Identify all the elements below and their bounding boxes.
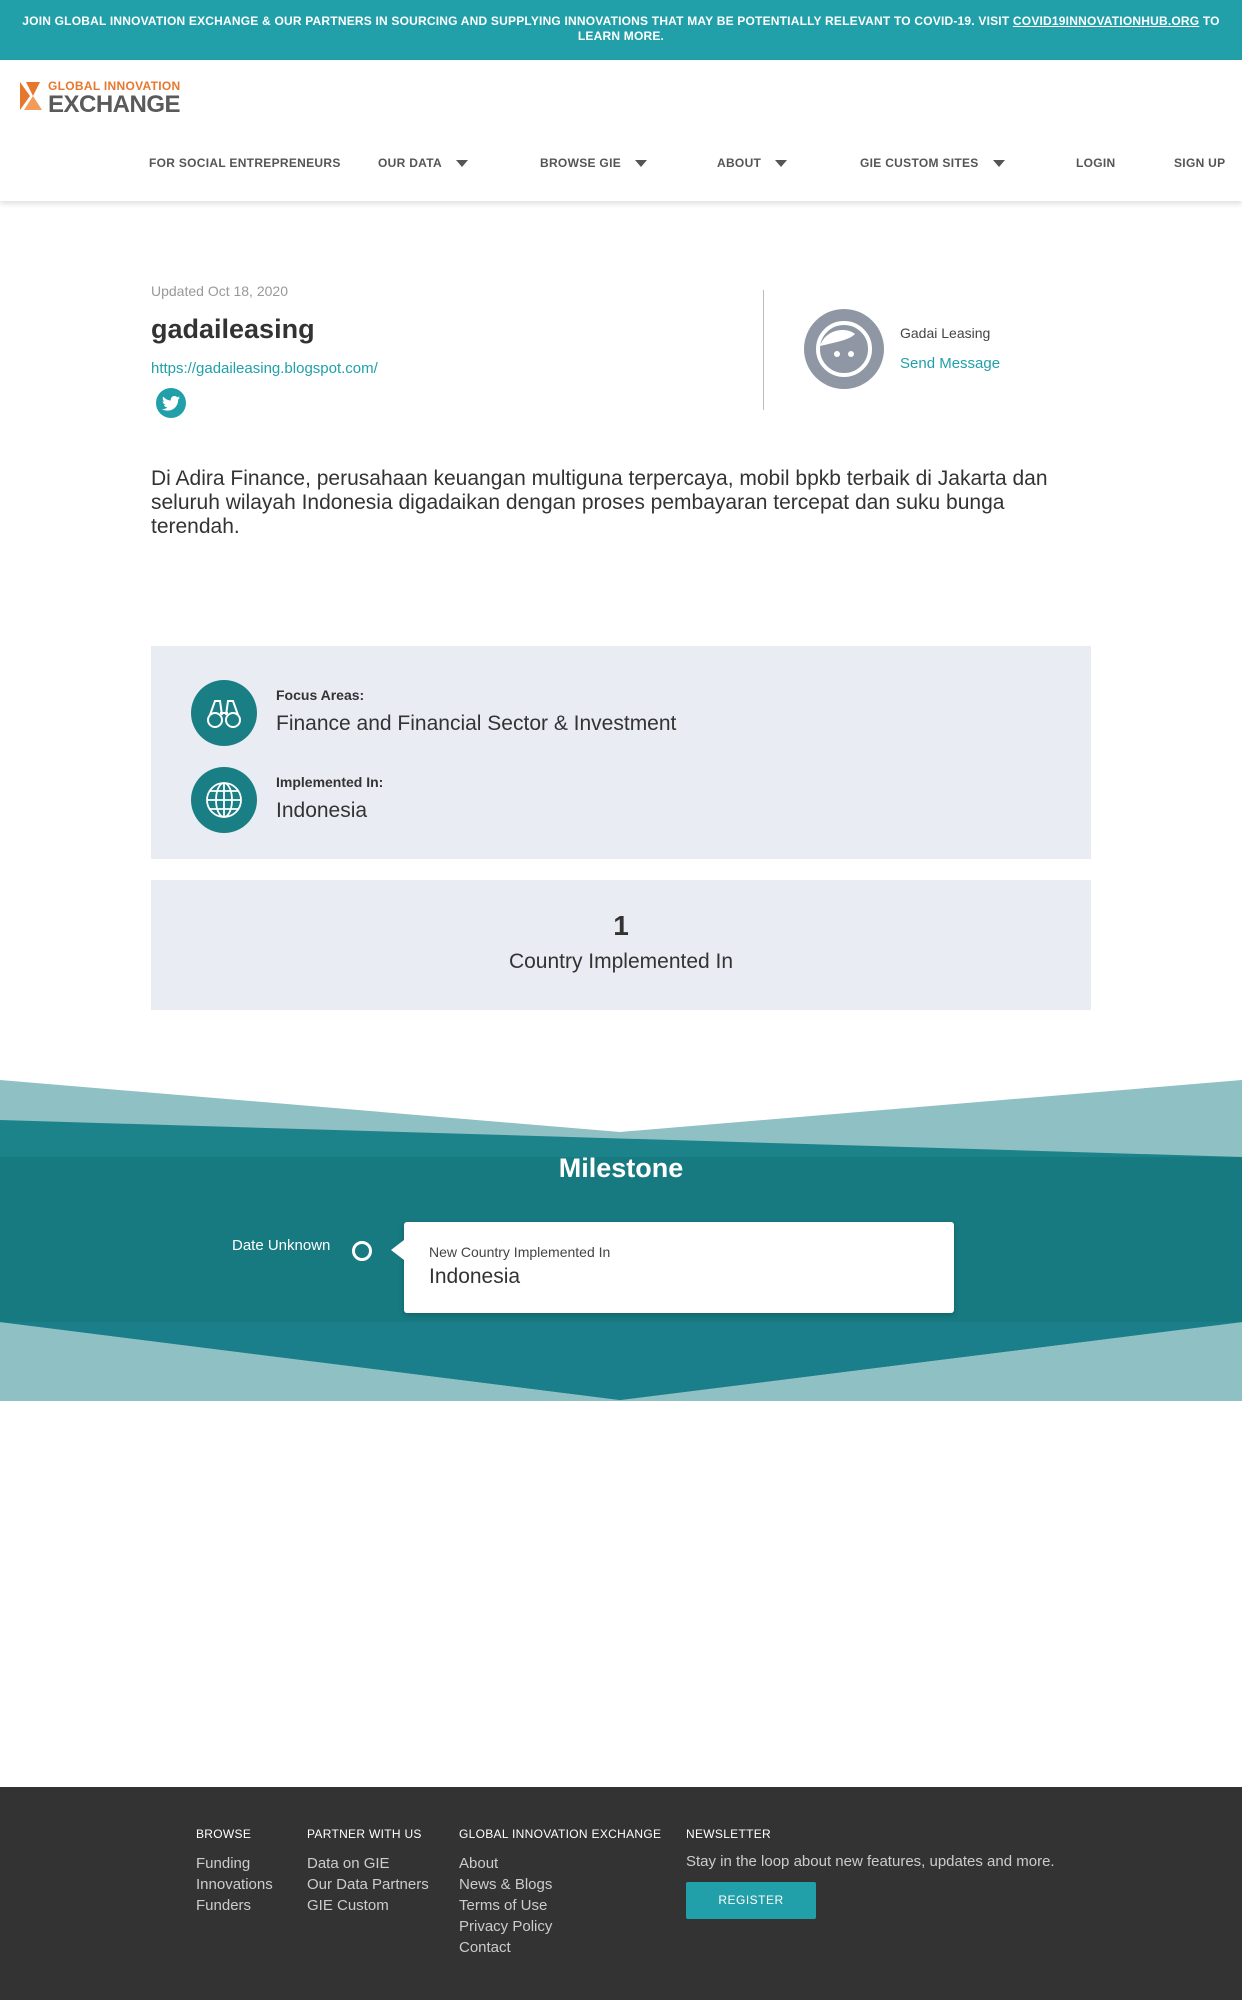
focus-areas-value: Finance and Financial Sector & Investment bbox=[276, 712, 677, 735]
gie-logo[interactable] bbox=[20, 78, 190, 118]
caret-down-icon bbox=[993, 160, 1005, 167]
footer-link-funding[interactable]: Funding bbox=[196, 1855, 251, 1872]
footer-link-data-partners[interactable]: Our Data Partners bbox=[307, 1876, 429, 1893]
footer-gie bbox=[459, 1827, 661, 1958]
implemented-in-value: Indonesia bbox=[276, 799, 368, 822]
footer-link-privacy[interactable]: Privacy Policy bbox=[459, 1918, 553, 1935]
caret-down-icon bbox=[635, 160, 647, 167]
send-message-link[interactable]: Send Message bbox=[900, 355, 1001, 372]
footer-newsletter bbox=[686, 1827, 1055, 1919]
footer-link-about[interactable]: About bbox=[459, 1855, 499, 1872]
logo-line2: EXCHANGE bbox=[48, 91, 181, 118]
footer-link-data-on-gie[interactable]: Data on GIE bbox=[307, 1855, 390, 1872]
main-nav bbox=[0, 156, 1242, 180]
binoculars-icon bbox=[204, 693, 244, 733]
footer-link-gie-custom[interactable]: GIE Custom bbox=[307, 1897, 389, 1914]
footer-link-contact[interactable]: Contact bbox=[459, 1939, 511, 1956]
milestone-card-label: New Country Implemented In bbox=[429, 1244, 611, 1260]
newsletter-text: Stay in the loop about new features, updates and more. bbox=[686, 1853, 1055, 1870]
footer-link-innovations[interactable]: Innovations bbox=[196, 1876, 273, 1893]
milestone-card bbox=[404, 1222, 954, 1313]
organization-name: Gadai Leasing bbox=[900, 325, 991, 341]
avatar bbox=[804, 309, 884, 389]
country-count: 1 bbox=[613, 910, 629, 941]
timeline-dot bbox=[352, 1241, 372, 1261]
footer-link-terms[interactable]: Terms of Use bbox=[459, 1897, 548, 1914]
site-footer bbox=[0, 1787, 1242, 2000]
country-count-panel bbox=[151, 880, 1091, 1010]
profile-divider bbox=[763, 290, 764, 410]
nav-our-data[interactable] bbox=[378, 156, 468, 170]
footer-heading: GLOBAL INNOVATION EXCHANGE bbox=[459, 1827, 662, 1841]
implemented-in-label: Implemented In: bbox=[276, 774, 384, 790]
updated-date: Updated Oct 18, 2020 bbox=[151, 283, 288, 299]
banner-link[interactable]: COVID19INNOVATIONHUB.ORG bbox=[1012, 14, 1200, 28]
twitter-icon bbox=[162, 396, 180, 411]
twitter-button[interactable] bbox=[156, 388, 186, 418]
footer-link-funders[interactable]: Funders bbox=[196, 1897, 252, 1914]
nav-browse-gie[interactable] bbox=[540, 156, 647, 170]
footer-partner bbox=[307, 1827, 429, 1916]
nav-label: ABOUT bbox=[717, 156, 762, 170]
nav-about[interactable] bbox=[717, 156, 787, 170]
footer-heading: BROWSE bbox=[196, 1827, 252, 1841]
site-header bbox=[0, 60, 1242, 201]
footer-heading: NEWSLETTER bbox=[686, 1827, 772, 1841]
focus-icon-circle bbox=[191, 680, 257, 746]
nav-gie-custom-sites[interactable] bbox=[860, 156, 1005, 170]
milestone-title: Milestone bbox=[558, 1153, 684, 1183]
footer-browse bbox=[196, 1827, 273, 1916]
nav-label: BROWSE GIE bbox=[540, 156, 622, 170]
globe-icon bbox=[204, 780, 244, 820]
footer-heading: PARTNER WITH US bbox=[307, 1827, 422, 1841]
nav-label: FOR SOCIAL ENTREPRENEURS bbox=[149, 156, 341, 170]
description: Di Adira Finance, perusahaan keuangan multiguna terpercaya, mobil bpkb terbaik di Jakarta dan seluruh wilayah Indonesia digadaikan dengan proses pembayaran tercepat dan suku bunga terendah. bbox=[151, 467, 1048, 538]
covid-banner bbox=[0, 0, 1242, 60]
banner-text-end: TO LEARN MORE. bbox=[577, 14, 1220, 43]
user-face-icon bbox=[815, 320, 873, 378]
milestone-date: Date Unknown bbox=[232, 1237, 331, 1254]
page-title: gadaileasing bbox=[151, 314, 315, 344]
nav-label: OUR DATA bbox=[378, 156, 442, 170]
milestone-card-value: Indonesia bbox=[429, 1265, 521, 1288]
nav-label: GIE CUSTOM SITES bbox=[860, 156, 979, 170]
footer-link-news-blogs[interactable]: News & Blogs bbox=[459, 1876, 553, 1893]
website-link[interactable]: https://gadaileasing.blogspot.com/ bbox=[151, 360, 378, 377]
login-link[interactable]: LOGIN bbox=[1076, 156, 1116, 170]
focus-areas-panel bbox=[151, 646, 1091, 859]
country-count-label: Country Implemented In bbox=[508, 950, 734, 973]
nav-social-entrepreneurs[interactable] bbox=[149, 156, 341, 170]
signup-link[interactable]: SIGN UP bbox=[1174, 156, 1226, 170]
logo-mark-icon bbox=[20, 78, 44, 114]
focus-areas-label: Focus Areas: bbox=[276, 687, 365, 703]
logo-line1: GLOBAL INNOVATION bbox=[48, 79, 181, 93]
caret-down-icon bbox=[456, 160, 468, 167]
register-button[interactable]: REGISTER bbox=[686, 1882, 816, 1919]
banner-text: JOIN GLOBAL INNOVATION EXCHANGE & OUR PARTNERS IN SOURCING AND SUPPLYING INNOVATIONS THAT MAY BE POTENTIALLY RELEVANT TO COVID-19. VISIT bbox=[22, 14, 1013, 28]
implemented-icon-circle bbox=[191, 767, 257, 833]
caret-down-icon bbox=[775, 160, 787, 167]
